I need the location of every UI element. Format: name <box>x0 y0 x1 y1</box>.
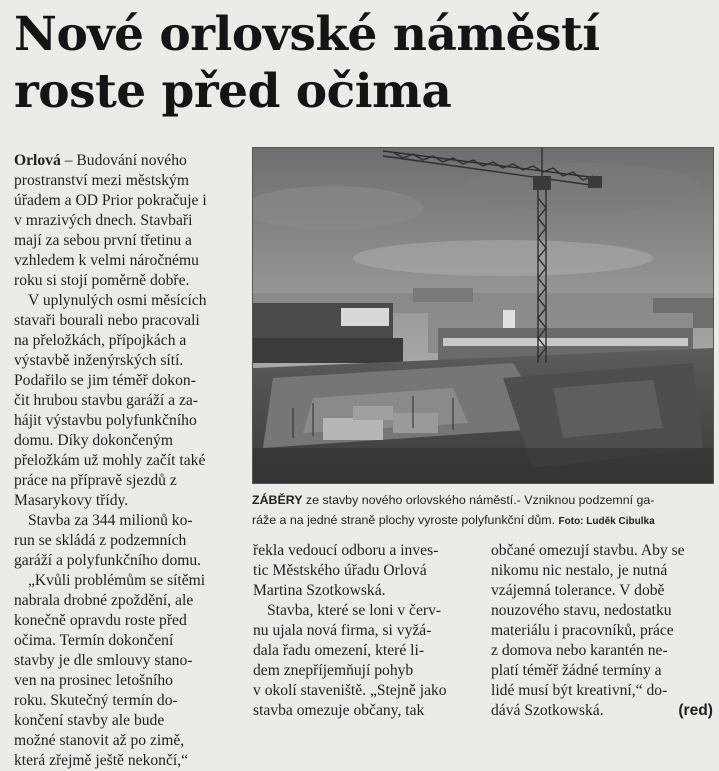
headline-line-2: roste před očima <box>14 64 452 119</box>
article-column-2 <box>253 541 475 721</box>
text-line: v okolí staveniště. „Stejně jako <box>253 682 447 699</box>
text-line: úřadem a OD Prior pokračuje i <box>14 192 207 209</box>
text-line: run se skládá z podzemních <box>14 532 187 549</box>
text-line: mají za sebou první třetinu a <box>14 232 192 249</box>
text-line: garáží a polyfunkčního domu. <box>14 552 202 569</box>
text-line: Stavba za 344 milionů ko- <box>28 512 193 529</box>
text-line: „Kvůli problémům se sítěmi <box>28 572 206 589</box>
text-line: čit hrubou stavbu garáží a za- <box>14 392 199 409</box>
text-line: V uplynulých osmi měsících <box>28 292 207 309</box>
text-line: z domova nebo karantén ne- <box>491 642 668 659</box>
caption-line-2 <box>252 510 714 532</box>
text-line: dem znepříjemňují pohyb <box>253 662 414 679</box>
caption-line-1 <box>252 490 714 510</box>
article-column-3 <box>491 541 713 721</box>
text-line: nabrala drobné zpoždění, ale <box>14 592 194 609</box>
text-line: stavba omezuje občany, tak <box>253 702 425 719</box>
text-line: platí téměř žádné termíny a <box>491 662 662 679</box>
text-line: dala řadu omezení, které li- <box>253 642 425 659</box>
text-line: stavaři bourali nebo pracovali <box>14 312 200 329</box>
headline <box>14 6 714 120</box>
text-line: Podařilo se jim téměř dokon- <box>14 372 196 389</box>
text-line <box>14 151 246 171</box>
text-line: lidé musí být kreativní,“ do- <box>491 682 668 699</box>
text-line: roku. Skutečný termín do- <box>14 692 178 709</box>
text-line: možné stanovit až po zimě, <box>14 732 185 749</box>
photo-caption <box>252 490 714 532</box>
text-line: končení stavby ale bude <box>14 712 165 729</box>
text-line: Masarykovy třídy. <box>14 492 129 509</box>
article-column-1 <box>14 151 246 771</box>
text-line: přeložkám už mohly začít také <box>14 452 206 469</box>
text-line: hájit výstavbu polyfunkčního <box>14 412 197 429</box>
text-line: na přeložkách, přípojkách a <box>14 332 187 349</box>
text-line: výstavbě inženýrských sítí. <box>14 352 184 369</box>
text-line: občané omezují stavbu. Aby se <box>491 542 685 559</box>
text-line <box>491 701 713 721</box>
text-line: řekla vedoucí odboru a inves- <box>253 542 439 559</box>
text-line: – Budování nového <box>64 152 187 169</box>
text-line: vzhledem k velmi náročnému <box>14 252 199 269</box>
text-line: tic Městského úřadu Orlová <box>253 562 427 579</box>
text-line: nikomu nic nestalo, je nutná <box>491 562 668 579</box>
caption-lead: ZÁBĚRY <box>252 493 303 507</box>
construction-photo <box>252 147 714 484</box>
text-line: materiálu i pracovníků, práce <box>491 622 674 639</box>
text-line: dává Szotkowská. <box>491 702 604 719</box>
text-line: roku si stojí poměrně dobře. <box>14 272 190 289</box>
text-line: která zřejmě ještě nekončí,“ <box>14 752 189 769</box>
text-line: nu ujala nová firma, si vyžá- <box>253 622 432 639</box>
construction-site-image <box>253 148 713 483</box>
text-line: v mrazivých dnech. Stavbaři <box>14 212 193 229</box>
caption-text: ráže a na jedné straně plochy vyroste polyfunkční dům. <box>252 513 556 527</box>
headline-line-1: Nové orlovské náměstí <box>14 7 600 62</box>
text-line: Stavba, které se loni v červ- <box>267 602 442 619</box>
text-line: Martina Szotkowská. <box>253 582 386 599</box>
text-line: nouzového stavu, nedostatku <box>491 602 672 619</box>
text-line: ven na prosinec letošního <box>14 672 173 689</box>
text-line: vzájemná tolerance. V době <box>491 582 665 599</box>
crane-cab <box>533 176 551 190</box>
author-signature: (red) <box>678 702 713 719</box>
text-line: konečně opravdu roste před <box>14 612 187 629</box>
text-line: domu. Díky dokončeným <box>14 432 173 449</box>
text-line: očima. Termín dokončení <box>14 632 174 649</box>
text-line: prostranství mezi městským <box>14 172 189 189</box>
text-line: práce na přípravě sjezdů z <box>14 472 177 489</box>
text-line: stavby je dle smlouvy stano- <box>14 652 193 669</box>
photo-credit: Foto: Luděk Cibulka <box>558 516 655 527</box>
lede-place: Orlová <box>14 152 61 169</box>
caption-text: ze stavby nového orlovského náměstí.- Vzniknou podzemní ga- <box>302 493 655 507</box>
